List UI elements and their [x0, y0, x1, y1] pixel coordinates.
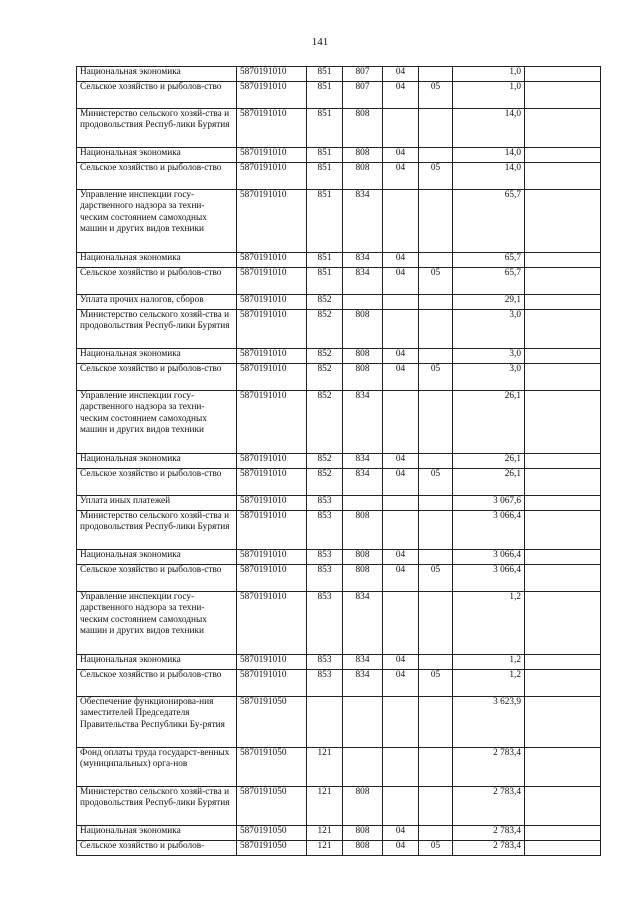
table-row	[77, 253, 601, 268]
cell-target-code: 5870191010	[237, 511, 307, 550]
cell-target-code: 5870191010	[237, 349, 307, 364]
cell-name: Национальная экономика	[77, 349, 237, 364]
cell-extra	[525, 841, 601, 856]
cell-ministry-code: 807	[343, 67, 383, 82]
table-row	[77, 109, 601, 148]
budget-table	[76, 66, 601, 856]
cell-section: 04	[383, 148, 419, 163]
cell-subsection	[419, 826, 453, 841]
cell-target-code: 5870191010	[237, 310, 307, 349]
cell-ministry-code: 834	[343, 469, 383, 496]
cell-extra	[525, 109, 601, 148]
table-row	[77, 310, 601, 349]
cell-section: 04	[383, 826, 419, 841]
cell-amount: 2 783,4	[453, 826, 525, 841]
cell-ministry-code: 808	[343, 841, 383, 856]
cell-section: 04	[383, 550, 419, 565]
cell-subsection	[419, 148, 453, 163]
cell-section: 04	[383, 565, 419, 592]
cell-subsection	[419, 349, 453, 364]
cell-amount: 3 066,4	[453, 511, 525, 550]
cell-section	[383, 697, 419, 748]
cell-expense-type: 852	[307, 469, 343, 496]
cell-name: Министерство сельского хозяй-ства и продовольствия Респуб-лики Бурятия	[77, 310, 237, 349]
cell-expense-type: 851	[307, 67, 343, 82]
cell-target-code: 5870191010	[237, 190, 307, 253]
cell-amount: 3,0	[453, 364, 525, 391]
table-row	[77, 592, 601, 655]
cell-amount: 3,0	[453, 310, 525, 349]
cell-name: Национальная экономика	[77, 550, 237, 565]
cell-target-code: 5870191050	[237, 748, 307, 787]
page-number: 141	[311, 36, 329, 48]
cell-amount: 65,7	[453, 253, 525, 268]
cell-section: 04	[383, 454, 419, 469]
cell-amount: 3 066,4	[453, 565, 525, 592]
cell-ministry-code: 808	[343, 148, 383, 163]
cell-ministry-code: 834	[343, 253, 383, 268]
cell-amount: 14,0	[453, 148, 525, 163]
table-row	[77, 748, 601, 787]
cell-extra	[525, 496, 601, 511]
cell-extra	[525, 550, 601, 565]
cell-expense-type: 851	[307, 109, 343, 148]
cell-ministry-code	[343, 697, 383, 748]
cell-expense-type: 851	[307, 190, 343, 253]
cell-amount: 1,0	[453, 67, 525, 82]
cell-expense-type: 852	[307, 310, 343, 349]
cell-amount: 29,1	[453, 295, 525, 310]
cell-subsection: 05	[419, 565, 453, 592]
cell-name: Сельское хозяйство и рыболов-ство	[77, 82, 237, 109]
cell-expense-type: 852	[307, 295, 343, 310]
cell-name: Национальная экономика	[77, 253, 237, 268]
cell-amount: 1,2	[453, 655, 525, 670]
cell-subsection	[419, 109, 453, 148]
cell-name: Министерство сельского хозяй-ства и продовольствия Респуб-лики Бурятия	[77, 109, 237, 148]
cell-section: 04	[383, 82, 419, 109]
cell-subsection	[419, 511, 453, 550]
cell-extra	[525, 253, 601, 268]
cell-name: Министерство сельского хозяй-ства и продовольствия Респуб-лики Бурятия	[77, 511, 237, 550]
table-row	[77, 697, 601, 748]
cell-name: Национальная экономика	[77, 148, 237, 163]
cell-ministry-code: 834	[343, 268, 383, 295]
cell-expense-type: 851	[307, 82, 343, 109]
cell-subsection	[419, 748, 453, 787]
cell-amount: 2 783,4	[453, 841, 525, 856]
table-row	[77, 295, 601, 310]
table-body	[77, 67, 601, 856]
cell-section: 04	[383, 268, 419, 295]
cell-name: Министерство сельского хозяй-ства и продовольствия Респуб-лики Бурятия	[77, 787, 237, 826]
cell-name: Сельское хозяйство и рыболов-	[77, 841, 237, 856]
table-row	[77, 148, 601, 163]
cell-amount: 3 623,9	[453, 697, 525, 748]
cell-extra	[525, 826, 601, 841]
cell-subsection	[419, 253, 453, 268]
cell-ministry-code: 834	[343, 454, 383, 469]
cell-subsection	[419, 496, 453, 511]
cell-section: 04	[383, 349, 419, 364]
cell-subsection	[419, 550, 453, 565]
cell-expense-type: 851	[307, 268, 343, 295]
cell-section: 04	[383, 655, 419, 670]
cell-extra	[525, 67, 601, 82]
cell-ministry-code: 834	[343, 391, 383, 454]
cell-ministry-code: 808	[343, 163, 383, 190]
table-row	[77, 268, 601, 295]
cell-target-code: 5870191010	[237, 670, 307, 697]
cell-extra	[525, 364, 601, 391]
cell-amount: 1,0	[453, 82, 525, 109]
cell-ministry-code	[343, 748, 383, 787]
cell-name: Национальная экономика	[77, 826, 237, 841]
cell-section	[383, 310, 419, 349]
table-row	[77, 454, 601, 469]
cell-expense-type: 853	[307, 496, 343, 511]
cell-name: Сельское хозяйство и рыболов-ство	[77, 268, 237, 295]
cell-target-code: 5870191010	[237, 253, 307, 268]
cell-section: 04	[383, 253, 419, 268]
cell-ministry-code: 834	[343, 592, 383, 655]
cell-ministry-code: 808	[343, 310, 383, 349]
cell-subsection	[419, 67, 453, 82]
cell-amount: 65,7	[453, 268, 525, 295]
table-row	[77, 511, 601, 550]
cell-subsection: 05	[419, 82, 453, 109]
cell-amount: 14,0	[453, 163, 525, 190]
cell-expense-type: 853	[307, 592, 343, 655]
cell-name: Управление инспекции госу-дарственного надзора за техни-ческим состоянием самоходных машин и других видов техники	[77, 190, 237, 253]
cell-subsection	[419, 592, 453, 655]
table-row	[77, 655, 601, 670]
cell-target-code: 5870191010	[237, 109, 307, 148]
cell-name: Сельское хозяйство и рыболов-ство	[77, 163, 237, 190]
cell-extra	[525, 592, 601, 655]
table-row	[77, 163, 601, 190]
cell-target-code: 5870191050	[237, 697, 307, 748]
cell-expense-type: 851	[307, 148, 343, 163]
table-row	[77, 841, 601, 856]
table-row	[77, 550, 601, 565]
cell-name: Управление инспекции госу-дарственного надзора за техни-ческим состоянием самоходных машин и других видов техники	[77, 592, 237, 655]
cell-section	[383, 511, 419, 550]
cell-target-code: 5870191010	[237, 454, 307, 469]
cell-extra	[525, 310, 601, 349]
cell-ministry-code: 808	[343, 364, 383, 391]
cell-extra	[525, 670, 601, 697]
cell-subsection: 05	[419, 268, 453, 295]
cell-section: 04	[383, 841, 419, 856]
cell-subsection	[419, 697, 453, 748]
cell-name: Фонд оплаты труда государст-венных (муниципальных) орга-нов	[77, 748, 237, 787]
cell-extra	[525, 391, 601, 454]
cell-name: Национальная экономика	[77, 655, 237, 670]
cell-subsection: 05	[419, 364, 453, 391]
cell-target-code: 5870191050	[237, 826, 307, 841]
cell-extra	[525, 454, 601, 469]
cell-subsection: 05	[419, 469, 453, 496]
cell-extra	[525, 148, 601, 163]
cell-expense-type: 121	[307, 826, 343, 841]
cell-section	[383, 496, 419, 511]
cell-extra	[525, 748, 601, 787]
cell-extra	[525, 655, 601, 670]
cell-amount: 26,1	[453, 469, 525, 496]
table-row	[77, 82, 601, 109]
cell-target-code: 5870191050	[237, 841, 307, 856]
cell-expense-type: 121	[307, 841, 343, 856]
cell-subsection	[419, 391, 453, 454]
cell-target-code: 5870191050	[237, 787, 307, 826]
cell-extra	[525, 268, 601, 295]
cell-target-code: 5870191010	[237, 550, 307, 565]
cell-amount: 1,2	[453, 592, 525, 655]
cell-target-code: 5870191010	[237, 295, 307, 310]
cell-section	[383, 109, 419, 148]
cell-name: Сельское хозяйство и рыболов-ство	[77, 670, 237, 697]
cell-extra	[525, 82, 601, 109]
cell-amount: 2 783,4	[453, 748, 525, 787]
table-row	[77, 496, 601, 511]
cell-expense-type: 853	[307, 670, 343, 697]
cell-subsection	[419, 295, 453, 310]
cell-section	[383, 295, 419, 310]
cell-expense-type: 852	[307, 454, 343, 469]
cell-extra	[525, 469, 601, 496]
cell-ministry-code: 808	[343, 565, 383, 592]
cell-ministry-code: 808	[343, 511, 383, 550]
cell-ministry-code: 808	[343, 349, 383, 364]
cell-section	[383, 592, 419, 655]
cell-expense-type: 121	[307, 787, 343, 826]
cell-ministry-code: 808	[343, 550, 383, 565]
cell-amount: 3 067,6	[453, 496, 525, 511]
cell-extra	[525, 565, 601, 592]
cell-amount: 26,1	[453, 391, 525, 454]
cell-section: 04	[383, 67, 419, 82]
cell-ministry-code: 807	[343, 82, 383, 109]
table-row	[77, 787, 601, 826]
cell-section	[383, 190, 419, 253]
cell-extra	[525, 295, 601, 310]
cell-ministry-code: 808	[343, 787, 383, 826]
cell-expense-type: 851	[307, 163, 343, 190]
cell-section	[383, 748, 419, 787]
table-row	[77, 190, 601, 253]
cell-ministry-code: 808	[343, 826, 383, 841]
cell-expense-type: 853	[307, 511, 343, 550]
table-row	[77, 364, 601, 391]
cell-target-code: 5870191010	[237, 148, 307, 163]
cell-name: Уплата прочих налогов, сборов	[77, 295, 237, 310]
cell-expense-type: 121	[307, 748, 343, 787]
cell-amount: 1,2	[453, 670, 525, 697]
cell-amount: 65,7	[453, 190, 525, 253]
cell-amount: 3,0	[453, 349, 525, 364]
table-row	[77, 349, 601, 364]
cell-extra	[525, 511, 601, 550]
cell-extra	[525, 697, 601, 748]
cell-expense-type: 851	[307, 253, 343, 268]
cell-extra	[525, 349, 601, 364]
cell-ministry-code: 834	[343, 655, 383, 670]
cell-expense-type: 852	[307, 364, 343, 391]
cell-amount: 2 783,4	[453, 787, 525, 826]
cell-subsection	[419, 787, 453, 826]
cell-target-code: 5870191010	[237, 469, 307, 496]
cell-amount: 14,0	[453, 109, 525, 148]
cell-subsection	[419, 190, 453, 253]
cell-target-code: 5870191010	[237, 496, 307, 511]
cell-amount: 3 066,4	[453, 550, 525, 565]
cell-section	[383, 787, 419, 826]
cell-section	[383, 391, 419, 454]
cell-expense-type: 852	[307, 391, 343, 454]
cell-target-code: 5870191010	[237, 82, 307, 109]
cell-target-code: 5870191010	[237, 592, 307, 655]
cell-subsection	[419, 454, 453, 469]
cell-section: 04	[383, 670, 419, 697]
cell-extra	[525, 787, 601, 826]
cell-target-code: 5870191010	[237, 163, 307, 190]
cell-name: Национальная экономика	[77, 67, 237, 82]
cell-name: Сельское хозяйство и рыболов-ство	[77, 565, 237, 592]
table-row	[77, 826, 601, 841]
table-row	[77, 67, 601, 82]
cell-section: 04	[383, 469, 419, 496]
cell-name: Национальная экономика	[77, 454, 237, 469]
cell-subsection	[419, 310, 453, 349]
cell-ministry-code	[343, 295, 383, 310]
table-row	[77, 391, 601, 454]
cell-expense-type	[307, 697, 343, 748]
cell-name: Обеспечение функционирова-ния заместителей Председателя Правительства Республики Бу-рятия	[77, 697, 237, 748]
cell-ministry-code: 834	[343, 190, 383, 253]
cell-target-code: 5870191010	[237, 364, 307, 391]
cell-extra	[525, 163, 601, 190]
cell-expense-type: 853	[307, 655, 343, 670]
table-row	[77, 565, 601, 592]
cell-target-code: 5870191010	[237, 655, 307, 670]
cell-subsection: 05	[419, 163, 453, 190]
table-row	[77, 469, 601, 496]
cell-target-code: 5870191010	[237, 391, 307, 454]
cell-subsection: 05	[419, 841, 453, 856]
cell-subsection: 05	[419, 670, 453, 697]
table-row	[77, 670, 601, 697]
cell-ministry-code: 808	[343, 109, 383, 148]
cell-name: Управление инспекции госу-дарственного надзора за техни-ческим состоянием самоходных машин и других видов техники	[77, 391, 237, 454]
cell-ministry-code	[343, 496, 383, 511]
cell-target-code: 5870191010	[237, 268, 307, 295]
cell-amount: 26,1	[453, 454, 525, 469]
cell-ministry-code: 834	[343, 670, 383, 697]
cell-name: Сельское хозяйство и рыболов-ство	[77, 364, 237, 391]
cell-subsection	[419, 655, 453, 670]
cell-name: Сельское хозяйство и рыболов-ство	[77, 469, 237, 496]
cell-section: 04	[383, 163, 419, 190]
cell-target-code: 5870191010	[237, 565, 307, 592]
cell-target-code: 5870191010	[237, 67, 307, 82]
cell-extra	[525, 190, 601, 253]
cell-section: 04	[383, 364, 419, 391]
cell-expense-type: 853	[307, 565, 343, 592]
cell-name: Уплата иных платежей	[77, 496, 237, 511]
cell-expense-type: 852	[307, 349, 343, 364]
cell-expense-type: 853	[307, 550, 343, 565]
